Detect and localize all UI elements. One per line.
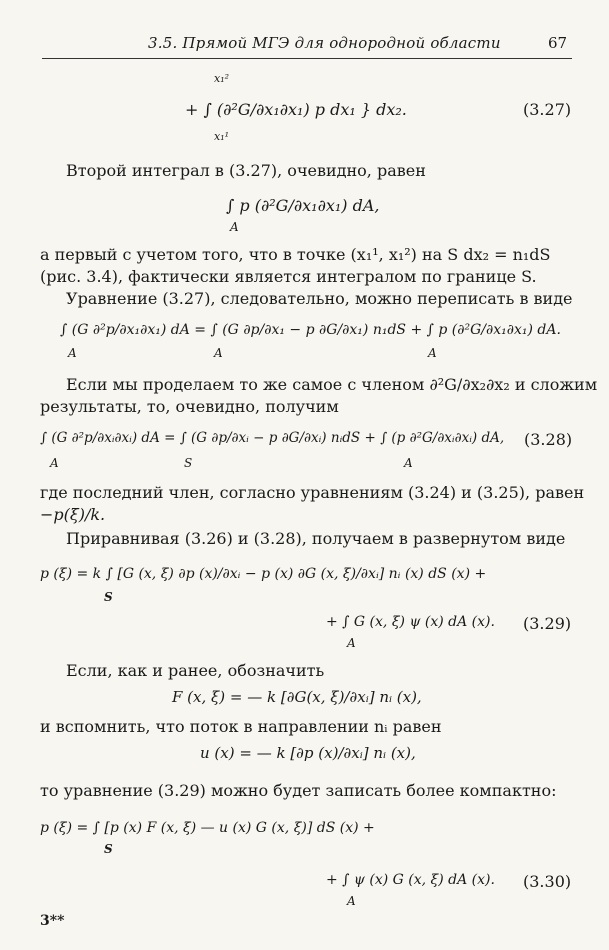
equation-3-28: ∫ (G ∂²p/∂xᵢ∂xᵢ) dA = ∫ (G ∂p/∂xᵢ − p ∂G/∂xᵢ) nᵢdS + ∫ (p ∂²G/∂xᵢ∂xᵢ) dA, [40,430,505,446]
rewrite-domain-2: A [214,346,223,360]
equation-number-3-27: (3.27) [523,100,572,119]
eq-3-28-domain-1: A [50,456,59,470]
equation-3-29-line1: p (ξ) = k ∫ [G (x, ξ) ∂p (x)/∂xᵢ − p (x) ∂G (x, ξ)/∂xᵢ] nᵢ (x) dS (x) + [40,566,487,582]
eq-3-29-domain-a: A [347,636,356,650]
paragraph-define: Если, как и ранее, обозначить [66,661,325,680]
second-integral-domain: A [230,220,239,234]
eq-3-28-domain-2: S [184,456,193,470]
equation-3-30-line1: p (ξ) = ∫ [p (x) F (x, ξ) — u (x) G (x, ξ)] dS (x) + [40,820,375,836]
paragraph-equate: Приравнивая (3.26) и (3.28), получаем в развернутом виде [66,529,566,548]
paragraph-last-term-line2: −p(ξ)/k. [40,505,106,524]
eq-3-30-domain-a: A [347,894,356,908]
equation-second-integral: ∫ p (∂²G/∂x₁∂x₁) dA, [226,196,380,215]
equation-rewritten: ∫ (G ∂²p/∂x₁∂x₁) dA = ∫ (G ∂p/∂x₁ − p ∂G/∂x₁) n₁dS + ∫ p (∂²G/∂x₁∂x₁) dA. [60,322,561,338]
eq-3-27-lower-limit: x₁¹ [214,130,230,143]
paragraph-second-integral: Второй интеграл в (3.27), очевидно, равен [66,161,426,180]
rewrite-domain-1: A [68,346,77,360]
eq-3-27-upper-limit: x₁² [214,72,230,85]
paragraph-repeat-line1: Если мы проделаем то же самое с членом ∂²G/∂x₂∂x₂ и сложим [66,375,598,394]
eq-3-30-domain-s: S [104,842,113,856]
page-number: 67 [548,34,568,52]
paragraph-last-term-line1: где последний член, согласно уравнениям (3.24) и (3.25), равен [40,483,585,502]
paragraph-compact: то уравнение (3.29) можно будет записать более компактно: [40,781,557,800]
equation-number-3-28: (3.28) [524,430,573,449]
paragraph-rewrite: Уравнение (3.27), следовательно, можно переписать в виде [66,289,573,308]
eq-3-29-domain-s: S [104,590,113,604]
equation-3-27-continuation: + ∫ (∂²G/∂x₁∂x₁) p dx₁ } dx₂. [185,100,407,119]
equation-number-3-30: (3.30) [523,872,572,891]
eq-3-28-domain-3: A [404,456,413,470]
paragraph-flux: и вспомнить, что поток в направлении nᵢ равен [40,717,442,736]
equation-number-3-29: (3.29) [523,614,572,633]
equation-3-29-line2: + ∫ G (x, ξ) ψ (x) dA (x). [326,614,495,630]
equation-3-30-line2: + ∫ ψ (x) G (x, ξ) dA (x). [326,872,495,888]
rewrite-domain-3: A [428,346,437,360]
paragraph-first-integral-line2: (рис. 3.4), фактически является интегралом по границе S. [40,267,537,286]
paragraph-first-integral-line1: а первый с учетом того, что в точке (x₁¹, x₁²) на S dx₂ = n₁dS [40,245,551,264]
equation-u-definition: u (x) = — k [∂p (x)/∂xᵢ] nᵢ (x), [200,744,416,762]
paragraph-repeat-line2: результаты, то, очевидно, получим [40,397,339,416]
running-title: 3.5. Прямой МГЭ для однородной области [148,34,501,52]
equation-F-definition: F (x, ξ) = — k [∂G(x, ξ)/∂xᵢ] nᵢ (x), [172,688,422,706]
header-rule [42,58,572,59]
signature-mark: 3** [40,913,65,929]
